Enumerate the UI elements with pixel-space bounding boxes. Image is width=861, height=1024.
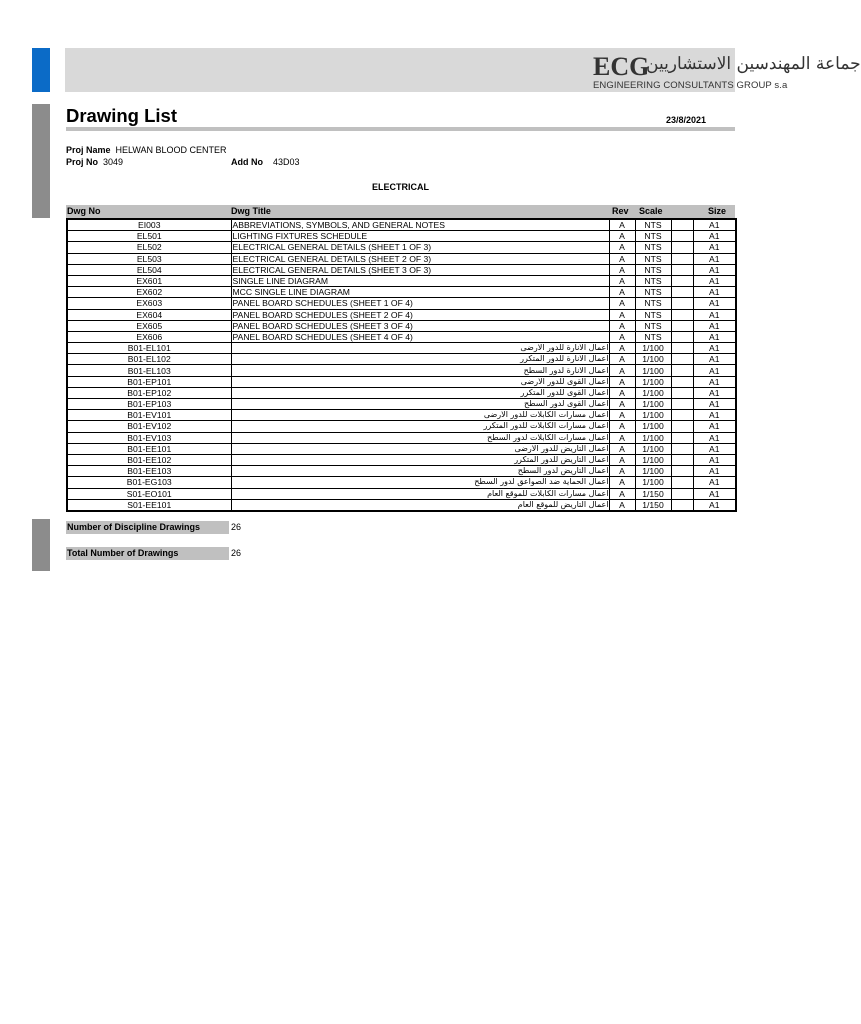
project-name-label: Proj Name (66, 145, 111, 155)
dwg-title-cell: PANEL BOARD SCHEDULES (SHEET 3 OF 4) (231, 320, 609, 331)
sidebar-marker-blue (32, 48, 50, 92)
size-cell: A1 (693, 387, 736, 398)
spacer-cell (671, 365, 693, 376)
scale-cell: 1/100 (635, 477, 671, 488)
logo-subtitle: ENGINEERING CONSULTANTS GROUP s.a (593, 80, 788, 91)
table-row (67, 443, 736, 454)
dwg-no-cell: EX602 (67, 287, 231, 298)
drawing-list-table (66, 218, 737, 512)
scale-cell: 1/100 (635, 466, 671, 477)
table-row (67, 454, 736, 465)
spacer-cell (671, 466, 693, 477)
size-cell: A1 (693, 454, 736, 465)
size-cell: A1 (693, 253, 736, 264)
column-header-rev: Rev (612, 206, 629, 216)
rev-cell: A (609, 264, 635, 275)
logo-ecg-text: ECG (593, 52, 650, 81)
scale-cell: NTS (635, 242, 671, 253)
dwg-title-cell: اعمال التاريض للموقع العام (231, 499, 609, 511)
spacer-cell (671, 343, 693, 354)
add-no-value: 43D03 (273, 157, 300, 167)
size-cell: A1 (693, 488, 736, 499)
dwg-no-cell: B01-EL102 (67, 354, 231, 365)
table-row (67, 343, 736, 354)
add-no-label: Add No (231, 157, 263, 167)
dwg-no-cell: EX604 (67, 309, 231, 320)
dwg-no-cell: B01-EE102 (67, 454, 231, 465)
table-row (67, 287, 736, 298)
rev-cell: A (609, 477, 635, 488)
rev-cell: A (609, 343, 635, 354)
dwg-title-cell: اعمال القوى لدور السطح (231, 399, 609, 410)
rev-cell: A (609, 219, 635, 231)
dwg-no-cell: B01-EP103 (67, 399, 231, 410)
dwg-no-cell: B01-EE101 (67, 443, 231, 454)
project-no-value: 3049 (103, 157, 124, 167)
scale-cell: 1/100 (635, 343, 671, 354)
rev-cell: A (609, 432, 635, 443)
spacer-cell (671, 275, 693, 286)
rev-cell: A (609, 454, 635, 465)
dwg-title-cell: PANEL BOARD SCHEDULES (SHEET 1 OF 4) (231, 298, 609, 309)
spacer-cell (671, 287, 693, 298)
size-cell: A1 (693, 499, 736, 511)
scale-cell: 1/100 (635, 399, 671, 410)
dwg-no-cell: B01-EG103 (67, 477, 231, 488)
table-row (67, 309, 736, 320)
rev-cell: A (609, 410, 635, 421)
dwg-no-cell: B01-EE103 (67, 466, 231, 477)
project-no-row (66, 157, 123, 167)
size-cell: A1 (693, 320, 736, 331)
total-drawings-label: Total Number of Drawings (66, 547, 229, 560)
dwg-no-cell: EL502 (67, 242, 231, 253)
dwg-title-cell: اعمال القوى للدور الارضى (231, 376, 609, 387)
column-header-size: Size (708, 206, 727, 216)
scale-cell: 1/100 (635, 454, 671, 465)
table-row (67, 320, 736, 331)
scale-cell: NTS (635, 231, 671, 242)
spacer-cell (671, 421, 693, 432)
scale-cell: 1/100 (635, 387, 671, 398)
rev-cell: A (609, 287, 635, 298)
rev-cell: A (609, 275, 635, 286)
dwg-title-cell: اعمال الحماية ضد الصواعق لدور السطح (231, 477, 609, 488)
scale-cell: NTS (635, 275, 671, 286)
rev-cell: A (609, 376, 635, 387)
dwg-no-cell: B01-EL103 (67, 365, 231, 376)
rev-cell: A (609, 298, 635, 309)
dwg-title-cell: ABBREVIATIONS, SYMBOLS, AND GENERAL NOTES (231, 219, 609, 231)
size-cell: A1 (693, 376, 736, 387)
rev-cell: A (609, 309, 635, 320)
rev-cell: A (609, 387, 635, 398)
section-heading: ELECTRICAL (372, 182, 429, 192)
table-row (67, 477, 736, 488)
spacer-cell (671, 399, 693, 410)
table-row (67, 499, 736, 511)
size-cell: A1 (693, 354, 736, 365)
size-cell: A1 (693, 466, 736, 477)
size-cell: A1 (693, 477, 736, 488)
dwg-title-cell: اعمال مسارات الكابلات للدور الارضى (231, 410, 609, 421)
rev-cell: A (609, 466, 635, 477)
table-row (67, 354, 736, 365)
table-row (67, 264, 736, 275)
dwg-title-cell: اعمال التاريض لدور السطح (231, 466, 609, 477)
dwg-no-cell: EX601 (67, 275, 231, 286)
table-row (67, 432, 736, 443)
size-cell: A1 (693, 331, 736, 342)
dwg-title-cell: ELECTRICAL GENERAL DETAILS (SHEET 3 OF 3) (231, 264, 609, 275)
spacer-cell (671, 443, 693, 454)
dwg-title-cell: اعمال الانارة للدور المتكرر (231, 354, 609, 365)
table-row (67, 298, 736, 309)
table-row (67, 242, 736, 253)
dwg-title-cell: اعمال القوى للدور المتكرر (231, 387, 609, 398)
scale-cell: 1/100 (635, 421, 671, 432)
rev-cell: A (609, 443, 635, 454)
size-cell: A1 (693, 443, 736, 454)
table-row (67, 376, 736, 387)
rev-cell: A (609, 488, 635, 499)
dwg-title-cell: اعمال التاريض للدور المتكرر (231, 454, 609, 465)
dwg-title-cell: ELECTRICAL GENERAL DETAILS (SHEET 1 OF 3) (231, 242, 609, 253)
scale-cell: 1/100 (635, 376, 671, 387)
table-row (67, 275, 736, 286)
spacer-cell (671, 488, 693, 499)
table-row (67, 365, 736, 376)
size-cell: A1 (693, 298, 736, 309)
dwg-title-cell: اعمال التاريض للدور الارضى (231, 443, 609, 454)
scale-cell: NTS (635, 287, 671, 298)
scale-cell: NTS (635, 309, 671, 320)
dwg-title-cell: PANEL BOARD SCHEDULES (SHEET 2 OF 4) (231, 309, 609, 320)
scale-cell: NTS (635, 253, 671, 264)
document-date: 23/8/2021 (665, 115, 706, 125)
rev-cell: A (609, 399, 635, 410)
dwg-title-cell: MCC SINGLE LINE DIAGRAM (231, 287, 609, 298)
size-cell: A1 (693, 219, 736, 231)
table-header (66, 205, 735, 218)
size-cell: A1 (693, 275, 736, 286)
dwg-title-cell: اعمال الانارة للدور الارضى (231, 343, 609, 354)
spacer-cell (671, 264, 693, 275)
column-header-scale: Scale (639, 206, 663, 216)
dwg-title-cell: اعمال مسارات الكابلات للموقع العام (231, 488, 609, 499)
scale-cell: 1/150 (635, 488, 671, 499)
dwg-no-cell: B01-EV103 (67, 432, 231, 443)
spacer-cell (671, 231, 693, 242)
rev-cell: A (609, 231, 635, 242)
spacer-cell (671, 387, 693, 398)
discipline-drawings-value: 26 (231, 522, 242, 532)
table-row (67, 253, 736, 264)
dwg-title-cell: SINGLE LINE DIAGRAM (231, 275, 609, 286)
dwg-title-cell: اعمال مسارات الكابلات لدور السطح (231, 432, 609, 443)
table-row (67, 466, 736, 477)
dwg-no-cell: S01-EO101 (67, 488, 231, 499)
size-cell: A1 (693, 242, 736, 253)
dwg-no-cell: EX606 (67, 331, 231, 342)
size-cell: A1 (693, 432, 736, 443)
spacer-cell (671, 376, 693, 387)
logo-arabic-text: جماعة المهندسين الاستشاريين (646, 54, 861, 74)
scale-cell: 1/100 (635, 432, 671, 443)
dwg-no-cell: EI003 (67, 219, 231, 231)
size-cell: A1 (693, 421, 736, 432)
dwg-title-cell: LIGHTING FIXTURES SCHEDULE (231, 231, 609, 242)
total-drawings-value: 26 (231, 548, 242, 558)
scale-cell: NTS (635, 219, 671, 231)
table-row (67, 231, 736, 242)
size-cell: A1 (693, 264, 736, 275)
sidebar-marker-gray-summary (32, 519, 50, 571)
dwg-no-cell: B01-EV101 (67, 410, 231, 421)
rev-cell: A (609, 421, 635, 432)
rev-cell: A (609, 499, 635, 511)
table-row (67, 421, 736, 432)
sidebar-marker-gray (32, 104, 50, 218)
spacer-cell (671, 432, 693, 443)
project-name-row (66, 145, 227, 155)
page-title: Drawing List (66, 105, 178, 126)
scale-cell: 1/100 (635, 354, 671, 365)
rev-cell: A (609, 253, 635, 264)
dwg-title-cell: ELECTRICAL GENERAL DETAILS (SHEET 2 OF 3) (231, 253, 609, 264)
scale-cell: 1/100 (635, 443, 671, 454)
dwg-no-cell: EL504 (67, 264, 231, 275)
column-header-dwg-title: Dwg Title (231, 206, 271, 216)
spacer-cell (671, 242, 693, 253)
rev-cell: A (609, 354, 635, 365)
spacer-cell (671, 410, 693, 421)
size-cell: A1 (693, 287, 736, 298)
table-row (67, 219, 736, 231)
title-rule (66, 127, 735, 131)
size-cell: A1 (693, 410, 736, 421)
dwg-no-cell: B01-EV102 (67, 421, 231, 432)
rev-cell: A (609, 320, 635, 331)
dwg-no-cell: EX605 (67, 320, 231, 331)
dwg-title-cell: اعمال الانارة لدور السطح (231, 365, 609, 376)
size-cell: A1 (693, 399, 736, 410)
dwg-no-cell: S01-EE101 (67, 499, 231, 511)
spacer-cell (671, 219, 693, 231)
project-name-value: HELWAN BLOOD CENTER (115, 145, 227, 155)
dwg-title-cell: اعمال مسارات الكابلات للدور المتكرر (231, 421, 609, 432)
spacer-cell (671, 331, 693, 342)
spacer-cell (671, 354, 693, 365)
scale-cell: NTS (635, 331, 671, 342)
dwg-no-cell: B01-EL101 (67, 343, 231, 354)
scale-cell: NTS (635, 320, 671, 331)
discipline-drawings-label: Number of Discipline Drawings (66, 521, 229, 534)
spacer-cell (671, 499, 693, 511)
rev-cell: A (609, 365, 635, 376)
spacer-cell (671, 477, 693, 488)
scale-cell: 1/100 (635, 410, 671, 421)
scale-cell: 1/100 (635, 365, 671, 376)
table-row (67, 399, 736, 410)
add-no-row (231, 157, 300, 167)
rev-cell: A (609, 331, 635, 342)
rev-cell: A (609, 242, 635, 253)
spacer-cell (671, 320, 693, 331)
dwg-no-cell: EL501 (67, 231, 231, 242)
project-no-label: Proj No (66, 157, 99, 167)
size-cell: A1 (693, 365, 736, 376)
scale-cell: NTS (635, 264, 671, 275)
size-cell: A1 (693, 231, 736, 242)
dwg-no-cell: B01-EP102 (67, 387, 231, 398)
column-header-dwg-no: Dwg No (67, 206, 101, 216)
size-cell: A1 (693, 343, 736, 354)
ecg-logo (590, 52, 861, 92)
size-cell: A1 (693, 309, 736, 320)
dwg-no-cell: EX603 (67, 298, 231, 309)
dwg-title-cell: PANEL BOARD SCHEDULES (SHEET 4 OF 4) (231, 331, 609, 342)
table-row (67, 331, 736, 342)
dwg-no-cell: B01-EP101 (67, 376, 231, 387)
scale-cell: 1/150 (635, 499, 671, 511)
dwg-no-cell: EL503 (67, 253, 231, 264)
table-row (67, 488, 736, 499)
table-row (67, 387, 736, 398)
spacer-cell (671, 309, 693, 320)
spacer-cell (671, 298, 693, 309)
spacer-cell (671, 253, 693, 264)
spacer-cell (671, 454, 693, 465)
scale-cell: NTS (635, 298, 671, 309)
table-row (67, 410, 736, 421)
